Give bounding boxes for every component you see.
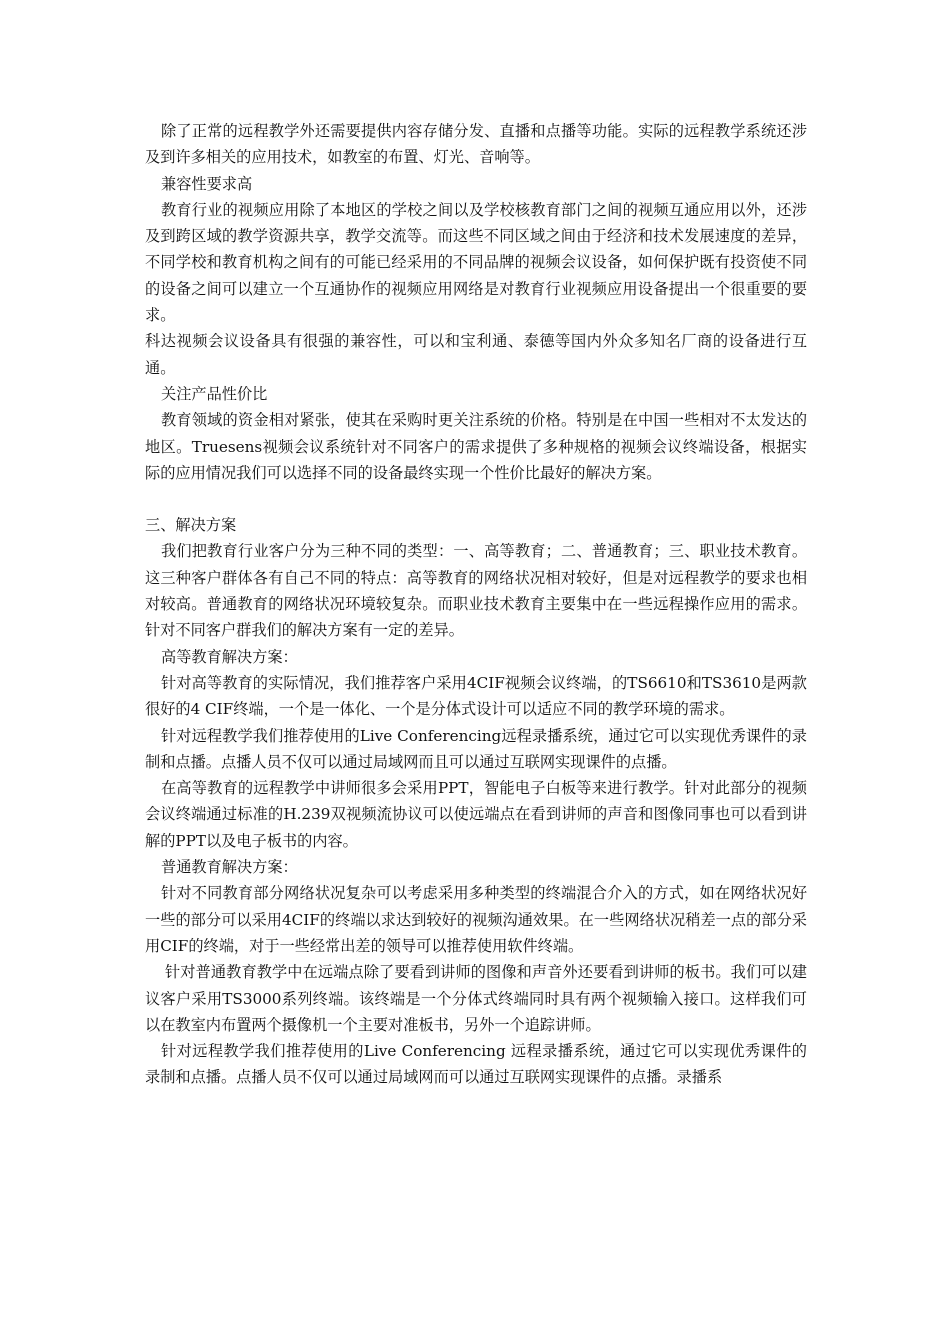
- paragraph-4cif-terminals: 针对高等教育的实际情况，我们推荐客户采用4CIF视频会议终端，的TS6610和TS3610是两款很好的4 CIF终端，一个是一体化、一个是分体式设计可以适应不同的教学环境的需求。: [145, 673, 807, 719]
- paragraph-live-conferencing-1: 针对远程教学我们推荐使用的Live Conferencing远程录播系统，通过它可以实现优秀课件的录制和点播。点播人员不仅可以通过局域网而且可以通过互联网实现课件的点播。: [145, 726, 807, 771]
- paragraph-mixed-terminals: 针对不同教育部分网络状况复杂可以考虑采用多种类型的终端混合介入的方式，如在网络状况好一些的部分可以采用4CIF的终端以求达到较好的视频沟通效果。在一些网络状况稍差一点的部分采用CIF的终端，对于一些经常出差的领导可以推荐使用软件终端。: [145, 884, 807, 955]
- paragraph-customer-types: 我们把教育行业客户分为三种不同的类型：一、高等教育；二、普通教育；三、职业技术教育。这三种客户群体各有自己不同的特点：高等教育的网络状况相对较好，但是对远程教学的要求也相对较高。普通教育的网络状况环境较复杂。而职业技术教育主要集中在一些远程操作应用的需求。针对不同客户群我们的解决方案有一定的差异。: [145, 542, 807, 640]
- paragraph-h239: 在高等教育的远程教学中讲师很多会采用PPT，智能电子白板等来进行教学。针对此部分的视频会议终端通过标准的H.239双视频流协议可以使远端点在看到讲师的声音和图像同事也可以看到讲解的PPT以及电子板书的内容。: [145, 779, 807, 850]
- subheading-compatibility: 兼容性要求高: [161, 174, 253, 193]
- paragraph-compatibility: 教育行业的视频应用除了本地区的学校之间以及学校核教育部门之间的视频互通应用以外，还涉及到跨区域的教学资源共享，教学交流等。而这些不同区域之间由于经济和技术发展速度的差异，不同学校和教育机构之间有的可能已经采用的不同品牌的视频会议设备，如何保护既有投资使不同的设备之间可以建立一个互通协作的视频应用网络是对教育行业视频应用设备提出一个很重要的要求。: [145, 200, 807, 325]
- document-page: [145, 118, 807, 1091]
- paragraph-cost-performance: 教育领域的资金相对紧张，使其在采购时更关注系统的价格。特别是在中国一些相对不太发达的地区。Truesens视频会议系统针对不同客户的需求提供了多种规格的视频会议终端设备，根据实际的应用情况我们可以选择不同的设备最终实现一个性价比最好的解决方案。: [145, 411, 807, 482]
- subheading-cost-performance: 关注产品性价比: [161, 384, 268, 403]
- subheading-general-education: 普通教育解决方案：: [161, 858, 298, 877]
- paragraph-live-conferencing-2: 针对远程教学我们推荐使用的Live Conferencing 远程录播系统，通过它可以实现优秀课件的录制和点播。点播人员不仅可以通过局域网而可以通过互联网实现课件的点播。录播系: [145, 1042, 807, 1087]
- subheading-higher-education: 高等教育解决方案：: [161, 647, 298, 666]
- paragraph-kedacom-compatibility: 科达视频会议设备具有很强的兼容性，可以和宝利通、泰德等国内外众多知名厂商的设备进行互通。: [145, 332, 807, 377]
- paragraph-ts3000: 针对普通教育教学中在远端点除了要看到讲师的图像和声音外还要看到讲师的板书。我们可以建议客户采用TS3000系列终端。该终端是一个分体式终端同时具有两个视频输入接口。这样我们可以在教室内布置两个摄像机一个主要对准板书，另外一个追踪讲师。: [145, 963, 807, 1034]
- paragraph-content-distribution: 除了正常的远程教学外还需要提供内容存储分发、直播和点播等功能。实际的远程教学系统还涉及到许多相关的应用技术，如教室的布置、灯光、音响等。: [145, 122, 807, 167]
- section-heading-solutions: 三、解决方案: [145, 516, 237, 535]
